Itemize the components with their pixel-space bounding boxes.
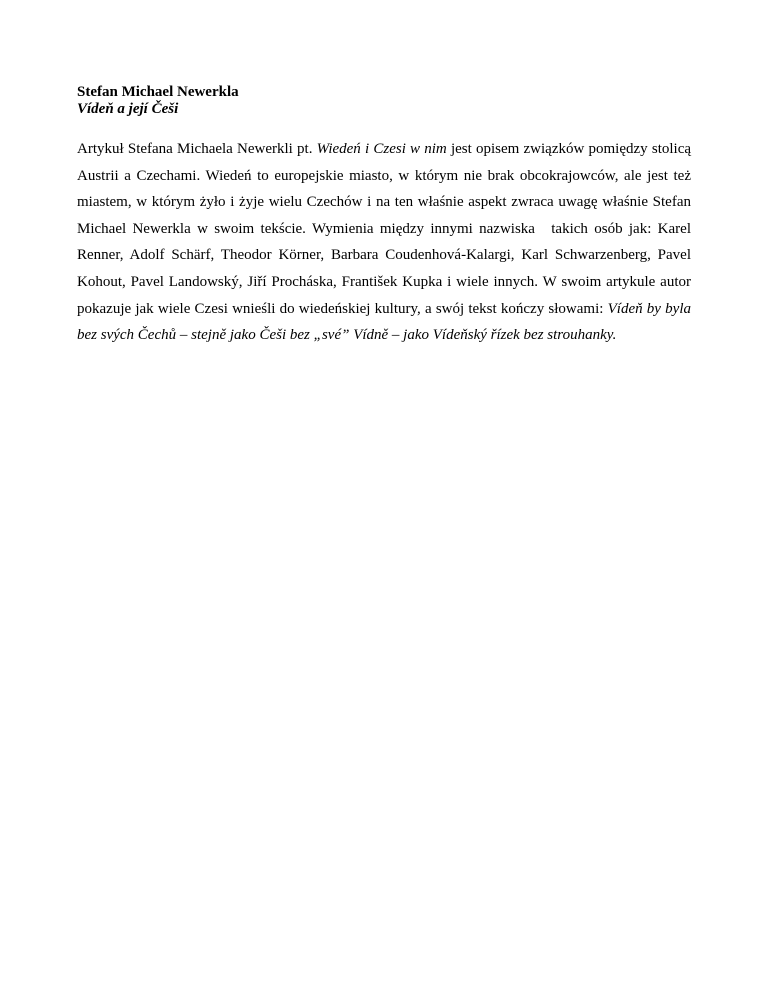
closing-quote-italic: Vídeň by byla bez svých Čechů – stejně jako Češi bez „své” Vídně – jako Vídeňský řízek bez strouhanky. [77, 300, 691, 344]
author-name: Stefan Michael Newerkla [77, 84, 239, 100]
article-title-italic: Wiedeń i Czesi w nim [316, 141, 447, 157]
body-paragraph [77, 136, 691, 349]
body-text-main: jest opisem związków pomiędzy stolicą Austrii a Czechami. Wiedeń to europejskie miasto, w którym nie brak obcokrajowców, ale jest też miastem, w którym żyło i żyje wielu Czechów i na ten właśnie aspekt zwraca uwagę właśnie Stefan Michael Newerkla w swoim tekście. Wymienia między innymi nazwiska [77, 141, 692, 237]
body-text-continued: takich osób jak: Karel Renner, Adolf Schärf, Theodor Körner, Barbara Coudenhová-Kalargi, Karl Schwarzenberg, Pavel Kohout, Pavel Landowský, Jiří Procháska, František Kupka i wiele innych. W swoim artykule autor pokazuje jak wiele Czesi wnieśli do wiedeńskiej kultury, a swój tekst kończy słowami: [77, 220, 691, 317]
document-title: Vídeň a její Češi [77, 101, 179, 117]
document-header [77, 84, 677, 118]
body-text-intro: Artykuł Stefana Michaela Newerkli pt. [77, 141, 317, 157]
